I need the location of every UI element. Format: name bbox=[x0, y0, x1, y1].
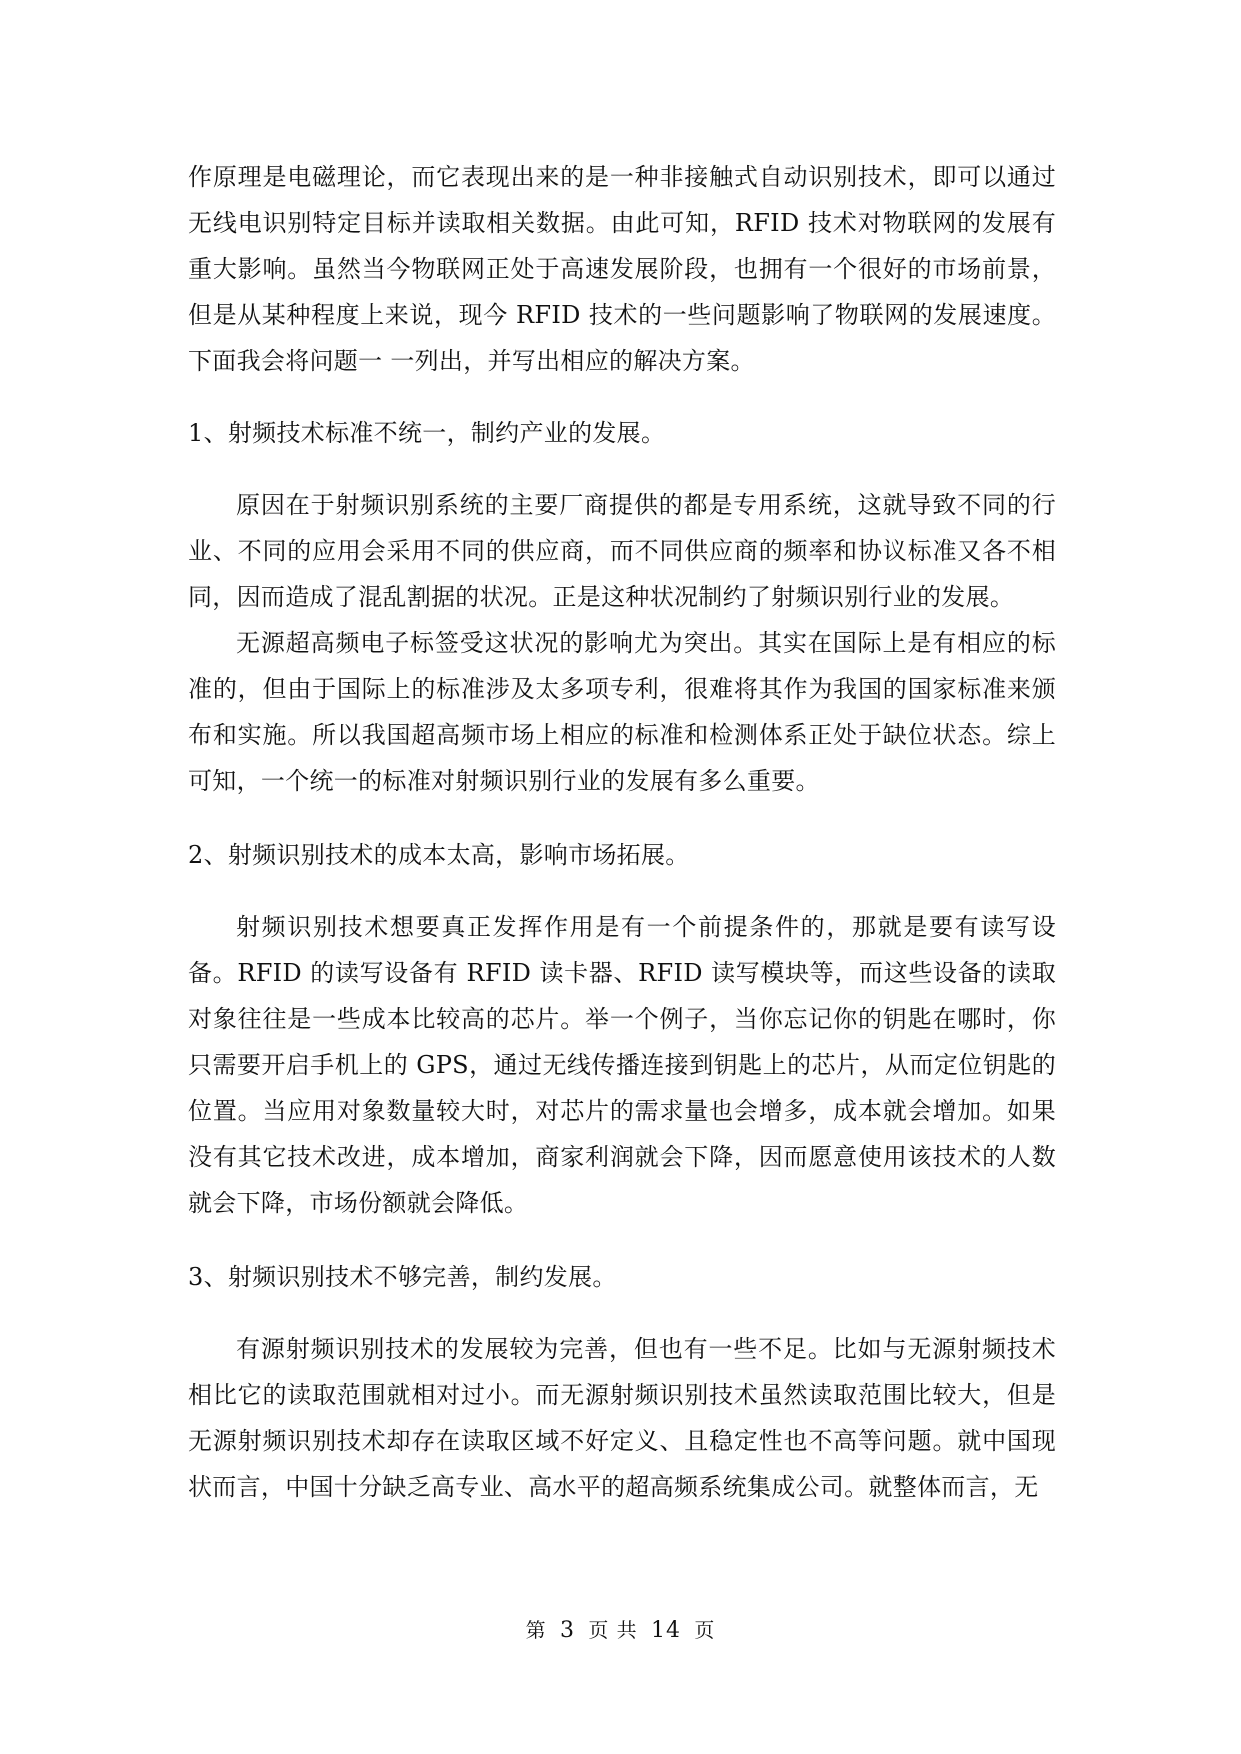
section-3-paragraph-1: 有源射频识别技术的发展较为完善，但也有一些不足。比如与无源射频技术相比它的读取范围就相对过小。而无源射频识别技术虽然读取范围比较大，但是无源射频识别技术却存在读取区域不好定义、且稳定性也不高等问题。就中国现状而言，中国十分缺乏高专业、高水平的超高频系统集成公司。就整体而言，无 bbox=[188, 1335, 1056, 1501]
section-heading-2: 2、射频识别技术的成本太高，影响市场拓展。 bbox=[188, 841, 690, 869]
total-pages-number: 14 bbox=[651, 1618, 682, 1643]
page-body bbox=[188, 154, 1056, 1510]
footer-suffix: 页 bbox=[694, 1618, 716, 1642]
section-2-paragraph-1: 射频识别技术想要真正发挥作用是有一个前提条件的，那就是要有读写设备。RFID 的读写设备有 RFID 读卡器、RFID 读写模块等，而这些设备的读取对象往往是一些成本比较高的芯片。举一个例子，当你忘记你的钥匙在哪时，你只需要开启手机上的 GPS，通过无线传播连接到钥匙上的芯片，从而定位钥匙的位置。当应用对象数量较大时，对芯片的需求量也会增多，成本就会增加。如果没有其它技术改进，成本增加，商家利润就会下降，因而愿意使用该技术的人数就会下降，市场份额就会降低。 bbox=[188, 913, 1056, 1217]
intro-paragraph: 作原理是电磁理论，而它表现出来的是一种非接触式自动识别技术，即可以通过无线电识别特定目标并读取相关数据。由此可知，RFID 技术对物联网的发展有重大影响。虽然当今物联网正处于高速发展阶段，也拥有一个很好的市场前景，但是从某种程度上来说，现今 RFID 技术的一些问题影响了物联网的发展速度。下面我会将问题一 一列出，并写出相应的解决方案。 bbox=[188, 163, 1056, 375]
footer-middle: 页 共 bbox=[588, 1618, 638, 1642]
current-page-number: 3 bbox=[559, 1618, 575, 1643]
section-heading-3: 3、射频识别技术不够完善，制约发展。 bbox=[188, 1263, 617, 1291]
page-footer bbox=[0, 1616, 1241, 1645]
section-1-paragraph-2: 无源超高频电子标签受这状况的影响尤为突出。其实在国际上是有相应的标准的，但由于国际上的标准涉及太多项专利，很难将其作为我国的国家标准来颁布和实施。所以我国超高频市场上相应的标准和检测体系正处于缺位状态。综上可知，一个统一的标准对射频识别行业的发展有多么重要。 bbox=[188, 629, 1056, 795]
footer-prefix: 第 bbox=[525, 1618, 547, 1642]
section-1-paragraph-1: 原因在于射频识别系统的主要厂商提供的都是专用系统，这就导致不同的行业、不同的应用会采用不同的供应商，而不同供应商的频率和协议标准又各不相同，因而造成了混乱割据的状况。正是这种状况制约了射频识别行业的发展。 bbox=[188, 491, 1056, 611]
section-heading-1: 1、射频技术标准不统一，制约产业的发展。 bbox=[188, 419, 666, 447]
